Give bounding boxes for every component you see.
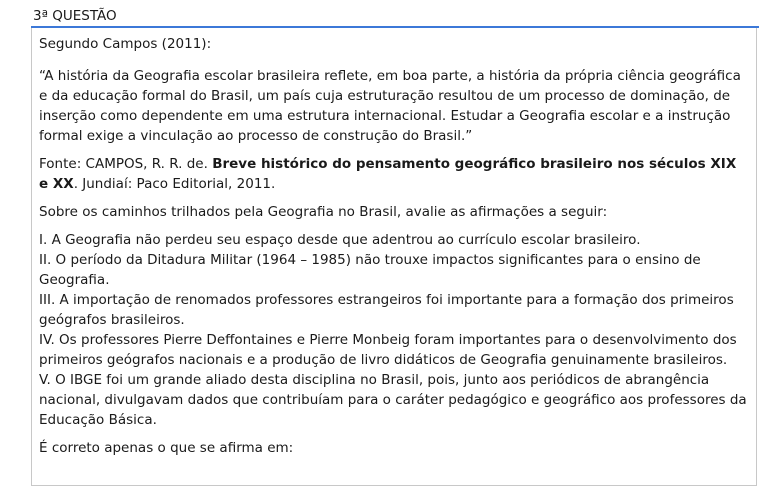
source-suffix: . Jundiaí: Paco Editorial, 2011. <box>73 176 276 192</box>
question-box <box>31 28 757 486</box>
source-title-line1: Breve histórico do pensamento geográfico brasileiro nos séculos XIX <box>212 156 737 172</box>
statement-4: IV. Os professores Pierre Deffontaines e Pierre Monbeig foram importantes para o desenvolvimento dos primeiros geógrafos nacionais e a produção de livro didáticos de Geografia genuinamente brasileiros. <box>39 332 737 368</box>
statement-2: II. O período da Ditadura Militar (1964 – 1985) não trouxe impactos significantes para o ensino de Geografia. <box>39 252 701 288</box>
question-prompt: Sobre os caminhos trilhados pela Geografia no Brasil, avalie as afirmações a seguir: <box>39 204 608 220</box>
statement-3: III. A importação de renomados professores estrangeiros foi importante para a formação dos primeiros geógrafos brasileiros. <box>39 292 734 328</box>
question-quote: “A história da Geografia escolar brasileira reflete, em boa parte, a história da própria ciência geográfica e da educação formal do Brasil, um país cuja estruturação resultou de um processo de dominação, de inserção como dependente em uma estrutura internacional. Estudar a Geografia escolar e a instrução formal exige a vinculação ao processo de construção do Brasil.” <box>39 68 741 144</box>
statement-5: V. O IBGE foi um grande aliado desta disciplina no Brasil, pois, junto aos periódicos de abrangência nacional, divulgavam dados que contribuíam para o caráter pedagógico e geográfico aos professores da Educação Básica. <box>39 372 747 428</box>
question-closing: É correto apenas o que se afirma em: <box>39 440 294 456</box>
question-header <box>31 6 759 28</box>
statement-1: I. A Geografia não perdeu seu espaço desde que adentrou ao currículo escolar brasileiro. <box>39 232 641 248</box>
question-intro: Segundo Campos (2011): <box>39 36 212 52</box>
question-content <box>39 34 751 458</box>
source-prefix: Fonte: CAMPOS, R. R. de. <box>39 156 213 172</box>
question-source <box>39 154 751 194</box>
question-title: 3ª QUESTÃO <box>33 8 117 24</box>
source-title-line2: e XX <box>39 176 74 192</box>
